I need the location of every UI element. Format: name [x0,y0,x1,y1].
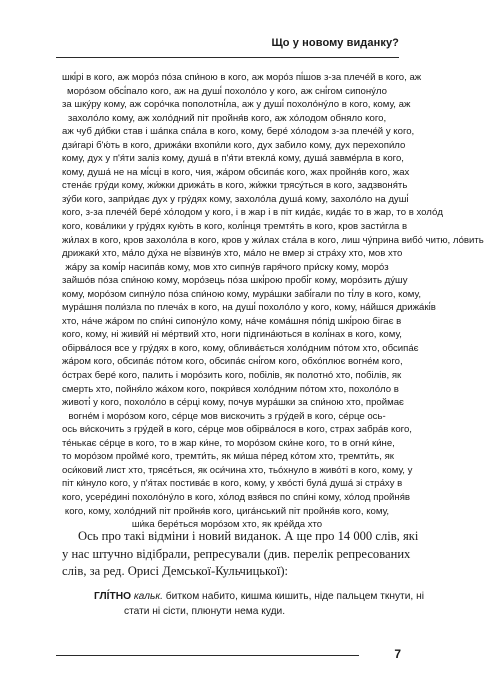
dictionary-entry [94,589,424,619]
synonym-line: кого, усере́дині похоло́ну́ло в кого, хо́лод взя́вся по спи́ні кому, хо́лод пройня́в [62,491,411,503]
entry-headword: ГЛІ́ТНО [94,591,132,602]
paragraph-line: у нас штучно відібрали, репресували (див. перелік репресованих [62,546,411,561]
synonym-line: зу́би кого, запри́дає дух у гру́дях кому, захоло́ла душа́ кому, захоло́ло на душі́ [62,193,409,205]
entry-first-line [94,589,424,604]
synonym-line: ши́ка бере́ться моро́зом хто, як кре́йда хто [131,519,323,531]
synonym-line: стена́є гру́ди кому, жи́жки дрижа́ть в кого, жи́жки трясу́ться в кого, задзвоня́ть [62,180,408,192]
synonym-line: жи́лах в кого, кров захоло́ла в кого, кров у жи́лах ста́ла в кого, лиш чу́прина вибо́ читю, ло́вить [62,234,484,246]
synonym-line: дрижаки́ хто, ма́ло ду́ха не ві́звину́в хто, ма́ло не вмер зі стра́ху хто, мов хто [62,248,403,260]
footer-divider [56,655,359,656]
entry-definition: битком набито, кишма кишить, ніде пальцем ткнути, ні [162,591,424,602]
synonym-line: жа́ром кого, обсипа́є по́том кого, обсипа́є сні́гом кого, обхо́плює вогне́м кого, [62,356,403,368]
synonym-line: оси́ковий лист хто, трясе́ться, як оси́чина хто, тьо́хнуло в живо́ті в кого, кому, у [62,464,413,476]
entry-continuation: стати ні сісти, плюнути нема куди. [124,606,286,617]
synonym-line: зайшо́в по́за спи́ною кому, моро́зець по́за шкі́рою пробі́г кому, моро́зить ду́шу [62,275,408,287]
synonym-line: о́страх бере́ кого, палить і моро́зить кого, побілів, як полотно́ хто, побілів, як [62,370,402,382]
synonym-line: мура́шня поли́зла по плеча́х в кого, на душі́ похоло́ло у кого, кому, на́йшся дрижа́кі́в [62,302,436,314]
page-number: 7 [394,647,401,661]
synonym-line: моро́зом обсі́пало кого, аж на душі́ похоло́ло у кого, аж сні́гом сипону́ло [67,85,387,97]
synonym-line: животі́ у кого, похоло́ло в се́рці кому, почув мура́шки за спи́ною хто, проймає [62,397,404,409]
synonym-line: захоло́ло кому, аж холо́дний піт пройня́в кого, аж хо́лодом обняло кого, [67,112,387,124]
synonym-line: ось ви́скочить з гру́дей в кого, се́рце мов обірва́лося в кого, страх забра́в кого, [62,424,412,436]
paragraph-line: Ось про такі відміни і новий виданок. А ще про 14 000 слів, які [78,529,419,543]
synonym-line: жа́ру за комі́р насипа́в кому, мов хто сипну́в гаря́чого при́ску кому, моро́з [65,261,389,273]
synonym-line: те́нькає се́рце в кого, то в жар ки́не, то моро́зом ски́не кого, то в огни́ ки́не, [62,437,395,449]
synonym-line: кого, кому, ні живи́й ні ме́ртвий хто, ноги підгина́ються в колі́нах в кого, кому, [62,329,402,341]
synonym-line: кому, душа́ не на мі́сці в кого, чия, жа́ром обсипа́є кого, жах пройня́в кого, жах [62,166,410,178]
synonym-line: дзи́гарі б'ю́ть в кого, дрижа́ки вхопи́ли кого, дух забило кому, дух перехопи́ло [62,139,406,151]
running-header: Що у новому виданку? [271,37,399,49]
paragraph-line: слів, за ред. Орисі Демської-Кульчицької): [62,564,289,578]
synonym-line: за шку́ру кому, аж соро́чка пополотні́ла, аж у душі́ похоло́ну́ло в кого, кому, аж [62,99,411,111]
synonym-line: то моро́зом пройме́ кого, тремти́ть, як ми́ша пе́ред ко́том хто, тремти́ть, як [62,451,394,463]
synonym-line: кому, моро́зом сипну́ло по́за спи́ною кому, мура́шки забі́гали по ті́лу в кого, кому, [62,288,422,300]
synonym-line: шкі́рі в кого, аж моро́з по́за спи́ною в кого, аж моро́з пі́шов з-за плече́й в кого, аж [62,72,422,83]
synonym-line: аж чуб ди́бки став і ша́пка спа́ла в кого, кому, бере́ хо́лодом з-за плече́й у кого, [62,126,415,138]
synonym-line: кого, кова́лики у гру́дях кую́ть в кого, колі́нця тремтя́ть в кого, кров засти́гла в [62,221,408,233]
synonym-line: вогне́м і моро́зом кого, се́рце мов вискочить з гру́дей в кого, се́рце ось- [68,410,386,422]
synonym-line: піт ки́нуло кого, у п'я́тах постива́є в кого, кому, у хво́сті була́ душа́ зі стра́ху в [62,478,403,490]
body-paragraph [62,528,419,581]
entry-grammar-label: кальк. [133,591,163,602]
synonym-line: кому, дух у п'я́ти заліз кому, душа́ в п'я́ти втекла́ кому, душа́ завме́рла в кого, [62,153,404,165]
synonym-line: смерть хто, пойня́ло жа́хом кого, покри́вся холо́дним по́том хто, похоло́ло в [62,383,399,395]
synonym-list [62,71,484,532]
header-divider [56,57,399,58]
synonym-line: кого, кому, холо́дний піт пройня́в кого, цига́нський піт пройня́в кого, кому, [64,505,390,517]
synonym-line: кого, з-за плече́й бере́ хо́лодом у кого, і в жар і в піт кида́є, кида́є то в жар, то в холо́д [62,207,443,219]
synonym-line: хто, на́че жа́ром по спи́ні сипону́ло кому, на́че кома́шня по́пiд шкі́рою бігає в [62,315,402,327]
synonym-line: обірва́лося все у гру́дях в кого, кому, облива́ється холо́дним по́том хто, обсипа́є [62,342,419,354]
